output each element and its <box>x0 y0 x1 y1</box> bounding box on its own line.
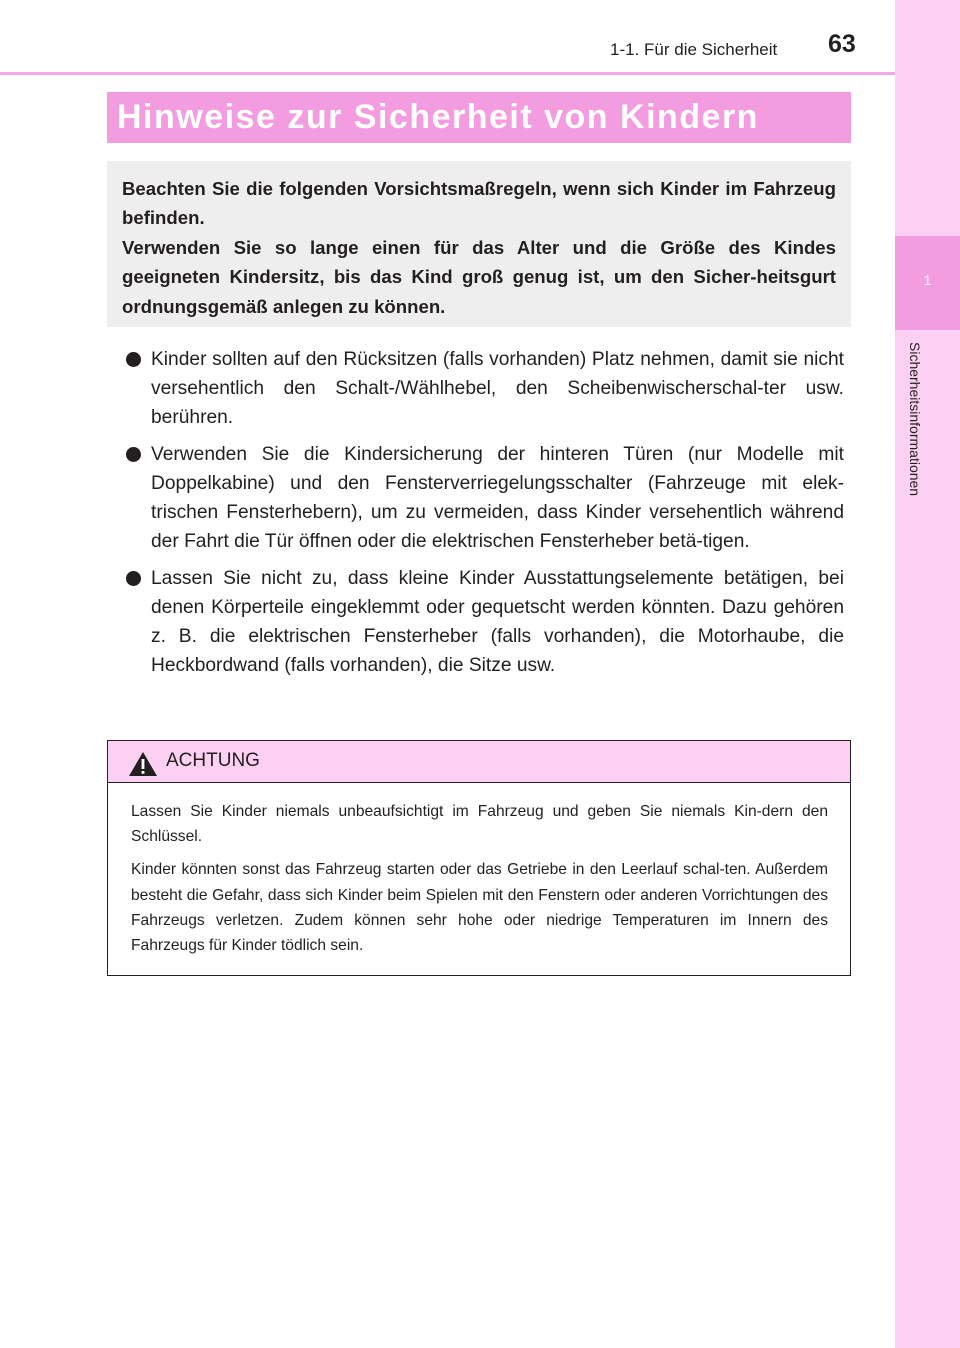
intro-paragraph: Verwenden Sie so lange einen für das Alter und die Größe des Kindes geeigneten Kindersitz, bis das Kind groß genug ist, um den Sicher-heitsgurt ordnungsgemäß anlegen zu können. <box>122 236 836 317</box>
warning-header <box>108 741 850 783</box>
chapter-number: 1 <box>923 272 932 288</box>
warning-title: ACHTUNG <box>166 750 260 771</box>
bullet-text: Kinder sollten auf den Rücksitzen (falls vorhanden) Platz nehmen, damit sie nicht versehentlich den Schalt-/Wählhebel, den Scheibenwischerschal-ter usw. berühren. <box>151 349 844 428</box>
bullet-item <box>126 440 844 556</box>
bullet-list <box>126 345 844 688</box>
bullet-dot-icon <box>126 571 141 586</box>
running-head-section: 1-1. Für die Sicherheit <box>610 40 778 59</box>
warning-triangle-icon <box>128 751 158 777</box>
warning-paragraph: Lassen Sie Kinder niemals unbeaufsichtigt im Fahrzeug und geben Sie niemals Kin-dern den Schlüssel. <box>131 803 828 846</box>
header-rule <box>0 72 895 75</box>
warning-box <box>107 740 851 976</box>
bullet-text: Lassen Sie nicht zu, dass kleine Kinder Ausstattungselemente betätigen, bei denen Körperteile eingeklemmt oder gequetscht werden könnten. Dazu gehören z. B. die elektrischen Fensterheber (falls vorhanden), die Motorhaube, die Heckbordwand (falls vorhanden), die Sitze usw. <box>151 568 844 676</box>
page-number: 63 <box>828 30 856 58</box>
intro-paragraph: Beachten Sie die folgenden Vorsichtsmaßregeln, wenn sich Kinder im Fahrzeug befinden. <box>122 178 836 229</box>
side-tab <box>895 0 960 1348</box>
intro-box <box>107 161 851 327</box>
chapter-label: Sicherheitsinformationen <box>907 342 923 497</box>
warning-paragraph: Kinder könnten sonst das Fahrzeug starten oder das Getriebe in den Leerlauf schal-ten. Außerdem besteht die Gefahr, dass sich Kinder beim Spielen mit den Fenstern oder anderen Vorrichtungen des Fahrzeugs verletzen. Zudem können sehr hohe oder niedrige Temperaturen im Innern des Fahrzeugs für Kinder tödlich sein. <box>131 861 828 955</box>
bullet-item <box>126 345 844 432</box>
bullet-dot-icon <box>126 352 141 367</box>
bullet-dot-icon <box>126 447 141 462</box>
section-title: Hinweise zur Sicherheit von Kindern <box>117 98 759 136</box>
section-title-bar <box>107 92 851 143</box>
bullet-text: Verwenden Sie die Kindersicherung der hinteren Türen (nur Modelle mit Doppelkabine) und den Fensterverriegelungsschalter (Fahrzeuge mit elek-trischen Fensterhebern), um zu vermeiden, dass Kinder versehentlich während der Fahrt die Tür öffnen oder die elektrischen Fensterheber betä-tigen. <box>151 444 844 552</box>
warning-body <box>108 783 850 958</box>
bullet-item <box>126 564 844 680</box>
